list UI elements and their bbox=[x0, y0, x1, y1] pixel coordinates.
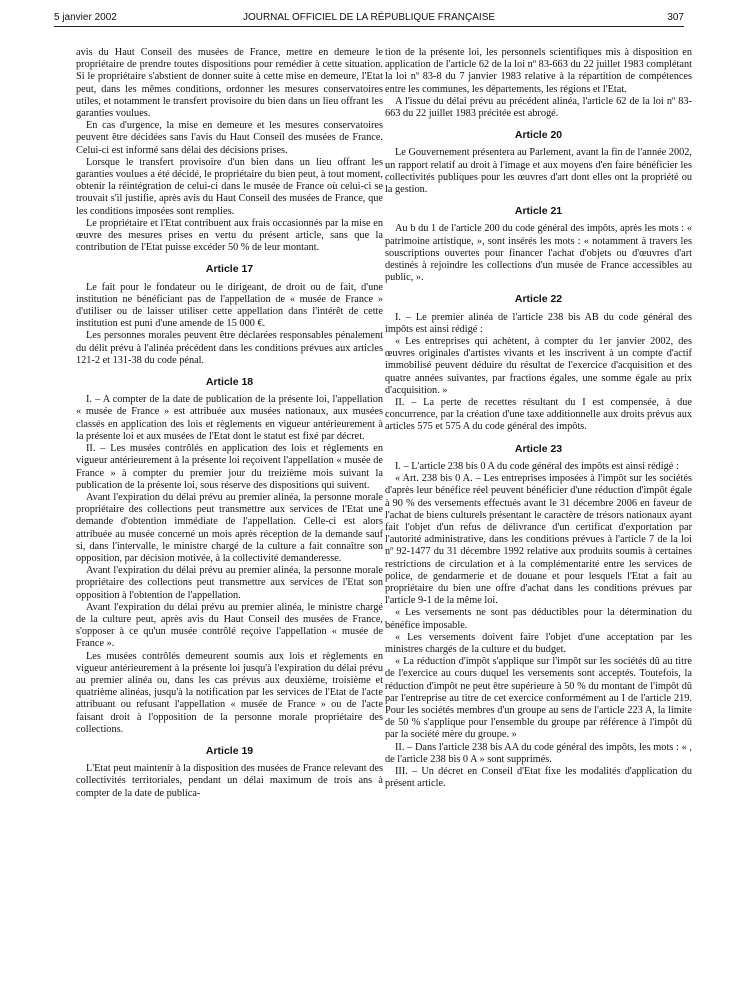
right-column bbox=[385, 47, 692, 790]
paragraph: Les musées contrôlés demeurent soumis aux lois et règlements en vigueur antérieurement à la présente loi jusqu'à l'expiration du délai prévu au premier alinéa ou, dans les cas prévus aux deuxième, troisième et quatrième alinéas, jusqu'à la notification par les services de l'Etat de l'acte attribuant ou refusant l'appellation « musée de France » ou de l'acte faisant droit à l'opposition de la personne morale propriétaire des collections. bbox=[76, 650, 383, 735]
page-header bbox=[54, 12, 684, 30]
paragraph: Le fait pour le fondateur ou le dirigeant, de droit ou de fait, d'une institution ne bénéficiant pas de l'appellation de « musée de France » d'utiliser ou de laisser utiliser cette appellation dans l'intérêt de cette institution est puni d'une amende de 15 000 €. bbox=[76, 281, 383, 330]
paragraph: « Art. 238 bis 0 A. – Les entreprises imposées à l'impôt sur les sociétés d'après leur bénéfice réel peuvent bénéficier d'une réduction d'impôt égale à 90 % des versements effectués avant le 31 décembre 2006 en faveur de l'achat de biens culturels présentant le caractère de trésors nationaux ayant fait l'objet d'un refus de délivrance d'un certificat d'exportation par l'autorité administrative, dans les conditions prévues à l'article 7 de la loi nº 92-1477 du 31 décembre 1992 relative aux produits soumis à certaines restrictions de circulation et à la complémentarité entre les services de police, de gendarmerie et de douane et pour lesquels l'Etat a fait au propriétaire du bien une offre d'achat dans les conditions prévues par l'article 9-1 de la même loi. bbox=[385, 473, 692, 607]
paragraph: L'Etat peut maintenir à la disposition des musées de France relevant des collectivités territoriales, pendant un délai maximum de trois ans à compter de la date de publica- bbox=[76, 763, 383, 799]
paragraph: tion de la présente loi, les personnels scientifiques mis à disposition en application de l'article 62 de la loi nº 83-663 du 22 juillet 1983 complétant la loi nº 83-8 du 7 janvier 1983 relative à la répartition de compétences entre les communes, les départements, les régions et l'Etat. bbox=[385, 47, 692, 95]
paragraph: Au b du 1 de l'article 200 du code général des impôts, après les mots : « patrimoine artistique, », sont insérés les mots : « notamment à travers les souscriptions ouvertes pour financer l'achat d'objets ou d'œuvres d'art destinés à rejoindre les collections d'un musée de France accessibles au public, ». bbox=[385, 223, 692, 284]
article-heading: Article 17 bbox=[205, 263, 254, 276]
paragraph: II. – Dans l'article 238 bis AA du code général des impôts, les mots : « , de l'article 238 bis 0 A » sont supprimés. bbox=[385, 741, 692, 765]
paragraph: Lorsque le transfert provisoire d'un bien dans un lieu offrant les garanties voulues a été décidé, le propriétaire du bien peut, à tout moment, obtenir la réintégration de celui-ci dans le musée de France où celui-ci se trouvait s'il justifie, après avis du Haut Conseil des musées de France, que les conditions imposées sont remplies. bbox=[76, 156, 383, 217]
article-heading: Article 19 bbox=[205, 744, 254, 757]
paragraph: « La réduction d'impôt s'applique sur l'impôt sur les sociétés dû au titre de l'exercice au cours duquel les versements sont acceptés. Toutefois, la réduction d'impôt ne peut être supérieure à 50 % du montant de l'impôt dû par l'entreprise au titre de cet exercice conformément au I de l'article 219. Pour les sociétés membres d'un groupe au sens de l'article 223 A, la limite de 50 % s'applique pour l'ensemble du groupe par référence à l'impôt dû par la société mère du groupe. » bbox=[385, 656, 692, 741]
paragraph: Le propriétaire et l'Etat contribuent aux frais occasionnés par la mise en œuvre des mesures prises en vertu du présent article, sans que la contribution de l'Etat puisse excéder 50 % de leur montant. bbox=[76, 217, 383, 254]
paragraph: A l'issue du délai prévu au précédent alinéa, l'article 62 de la loi nº 83-663 du 22 juillet 1983 précitée est abrogé. bbox=[385, 95, 692, 120]
paragraph: III. – Un décret en Conseil d'Etat fixe les modalités d'application du présent article. bbox=[385, 765, 692, 790]
paragraph: « Les entreprises qui achètent, à compter du 1er janvier 2002, des œuvres originales d'artistes vivants et les inscrivent à un compte d'actif immobilisé peuvent déduire du résultat de l'exercice d'acquisition et des quatre années suivantes, par fractions égales, une somme égale au prix d'acquisition. » bbox=[385, 336, 692, 396]
paragraph: Avant l'expiration du délai prévu au premier alinéa, la personne morale propriétaire des collections peut transmettre aux services de l'Etat une demande d'obtention immédiate de l'appellation. Celle-ci est alors attribuée au musée concerné un mois après réception de la demande sauf si, dans l'intervalle, le ministre chargé de la culture a fait connaître son opposition, par décision motivée, à la collectivité demanderesse. bbox=[76, 491, 383, 564]
paragraph: Avant l'expiration du délai prévu au premier alinéa, le ministre chargé de la culture peut, après avis du Haut Conseil des musées de France, s'opposer à ce qu'un musée contrôlé reçoive l'appellation « musée de France ». bbox=[76, 601, 383, 650]
paragraph: I. – Le premier alinéa de l'article 238 bis AB du code général des impôts est ainsi rédigé : bbox=[385, 311, 692, 335]
article-heading: Article 18 bbox=[205, 376, 254, 389]
paragraph: « Les versements ne sont pas déductibles pour la détermination du bénéfice imposable. bbox=[385, 607, 692, 631]
paragraph: « Les versements doivent faire l'objet d'une acceptation par les ministres chargés de la culture et du budget. bbox=[385, 631, 692, 655]
paragraph: II. – La perte de recettes résultant du I est compensée, à due concurrence, par la création d'une taxe additionnelle aux droits prévus aux articles 575 et 575 A du code général des impôts. bbox=[385, 397, 692, 433]
header-date: 5 janvier 2002 bbox=[54, 12, 117, 23]
header-title: JOURNAL OFFICIEL DE LA RÉPUBLIQUE FRANÇAISE bbox=[242, 12, 496, 23]
header-rule bbox=[54, 26, 684, 27]
paragraph: Les personnes morales peuvent être déclarées responsables pénalement du délit prévu à l'alinéa précédent dans les conditions prévues aux articles 121-2 et 131-38 du code pénal. bbox=[76, 330, 383, 366]
page-number: 307 bbox=[667, 12, 684, 23]
paragraph: avis du Haut Conseil des musées de France, mettre en demeure le propriétaire de prendre toutes dispositions pour remédier à cette situation. Si le propriétaire s'abstient de donner suite à cette mise en demeure, l'Etat peut, dans les mêmes conditions, ordonner les mesures conservatoires utiles, et notamment le transfert provisoire du bien dans un lieu offrant les garanties voulues. bbox=[76, 47, 383, 120]
left-column bbox=[76, 47, 383, 800]
paragraph: Avant l'expiration du délai prévu au premier alinéa, la personne morale propriétaire des collections peut transmettre aux services de l'Etat son opposition à l'obtention de l'appellation. bbox=[76, 565, 383, 601]
article-heading: Article 23 bbox=[514, 442, 563, 455]
article-heading: Article 22 bbox=[514, 293, 563, 306]
article-heading: Article 21 bbox=[514, 205, 563, 218]
paragraph: I. – L'article 238 bis 0 A du code général des impôts est ainsi rédigé : bbox=[395, 460, 679, 472]
paragraph: Le Gouvernement présentera au Parlement, avant la fin de l'année 2002, un rapport relatif au droit à l'image et aux moyens d'en faire bénéficier les collectivités publiques pour les œuvres d'art dont elles ont la propriété ou la gestion. bbox=[385, 147, 692, 196]
paragraph: En cas d'urgence, la mise en demeure et les mesures conservatoires peuvent être décidées sans l'avis du Haut Conseil des musées de France. Celui-ci est informé sans délai des décisions prises. bbox=[76, 120, 383, 156]
article-heading: Article 20 bbox=[514, 129, 563, 142]
paragraph: I. – A compter de la date de publication de la présente loi, l'appellation « musée de France » est attribuée aux musées nationaux, aux musées classés en application des lois et règlements en vigueur antérieurement à la présente loi et aux musées de l'Etat dont le statut est fixé par décret. bbox=[76, 394, 383, 442]
paragraph: II. – Les musées contrôlés en application des lois et règlements en vigueur antérieurement à la présente loi reçoivent l'appellation « musée de France » à compter du premier jour du treizième mois suivant la publication de la présente loi, sous réserve des dispositions qui suivent. bbox=[76, 443, 383, 491]
